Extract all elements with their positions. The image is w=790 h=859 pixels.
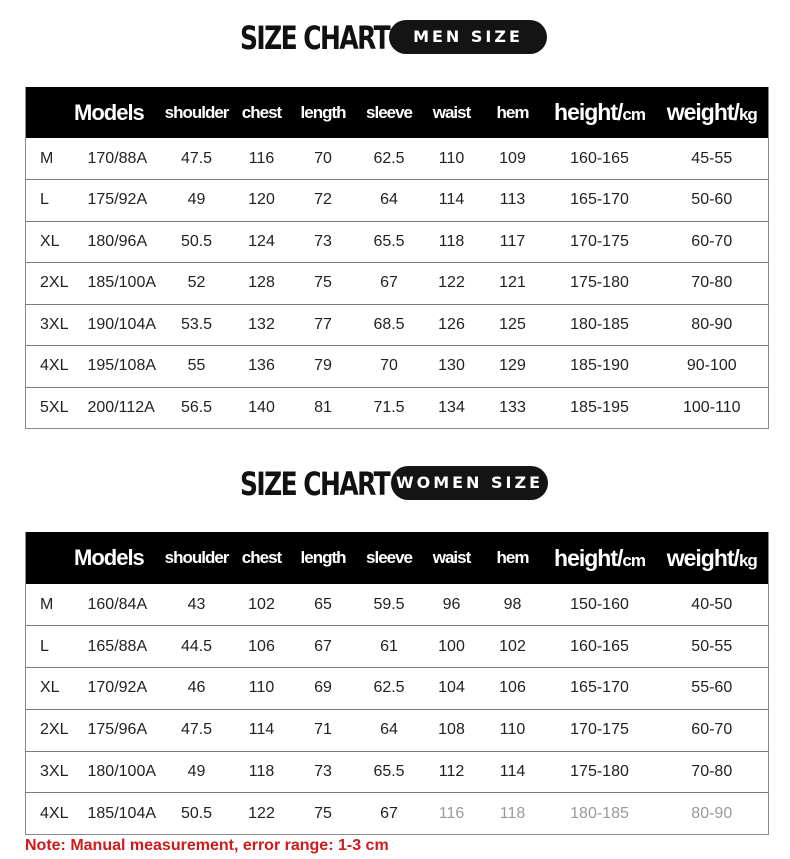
- cell-model: 180/100A: [87, 763, 157, 781]
- cell-height: 150-160: [570, 595, 629, 613]
- cell-waist: 114: [438, 191, 465, 209]
- cell-shoulder: 44.5: [180, 637, 213, 655]
- table-header-row: [26, 87, 769, 138]
- cell-chest: 114: [248, 721, 275, 739]
- header-shoulder: shoulder: [164, 102, 229, 122]
- header-weight-label: weight/: [666, 544, 739, 571]
- cell-height: 165-170: [570, 679, 629, 697]
- cell-sleeve: 62.5: [373, 679, 405, 697]
- header-weight: [656, 87, 769, 138]
- cell-weight: 80-90: [691, 315, 733, 333]
- header-waist: waist: [432, 102, 471, 122]
- cell-sleeve: 67: [380, 274, 398, 292]
- cell-length: 73: [314, 763, 332, 781]
- cell-model: 175/96A: [87, 721, 148, 739]
- table-row: [26, 751, 769, 793]
- table-row: [26, 221, 769, 263]
- cell-height: 165-170: [570, 191, 629, 209]
- table-row: [26, 180, 769, 222]
- women-size-table: [25, 532, 769, 835]
- table-row: [26, 584, 769, 626]
- table-row: [26, 668, 769, 710]
- cell-hem: 106: [499, 679, 526, 697]
- cell-waist: 130: [438, 357, 465, 375]
- cell-chest: 120: [248, 191, 275, 209]
- men-size-badge: MEN SIZE: [389, 20, 547, 54]
- cell-weight: 50-60: [691, 191, 733, 209]
- cell-sleeve: 65.5: [373, 763, 405, 781]
- header-height-unit: cm: [622, 550, 645, 570]
- cell-height: 160-165: [570, 149, 629, 167]
- cell-length: 75: [314, 804, 332, 822]
- cell-height: 160-165: [570, 637, 629, 655]
- cell-waist: 104: [438, 679, 465, 697]
- cell-model: 180/96A: [87, 232, 148, 250]
- cell-chest: 136: [248, 357, 275, 375]
- cell-height: 180-185: [570, 315, 629, 333]
- cell-shoulder: 50.5: [180, 804, 213, 822]
- cell-size: 2XL: [40, 721, 69, 739]
- cell-shoulder: 52: [187, 274, 206, 292]
- cell-sleeve: 65.5: [373, 232, 405, 250]
- cell-length: 72: [314, 191, 332, 209]
- cell-size: L: [40, 191, 49, 209]
- table-row: [26, 793, 769, 835]
- cell-hem: 102: [499, 637, 526, 655]
- cell-size: M: [40, 149, 54, 167]
- cell-length: 69: [314, 679, 332, 697]
- cell-weight: 70-80: [691, 763, 733, 781]
- header-shoulder: shoulder: [164, 548, 229, 567]
- cell-waist: 108: [438, 721, 465, 739]
- header-height: [544, 87, 656, 138]
- cell-size: XL: [40, 232, 60, 250]
- cell-sleeve: 71.5: [373, 398, 405, 416]
- cell-size: 2XL: [40, 274, 69, 292]
- cell-height: 170-175: [570, 232, 629, 250]
- cell-size: L: [40, 637, 49, 655]
- cell-hem: 129: [499, 357, 526, 375]
- cell-model: 190/104A: [87, 315, 157, 333]
- cell-model: 175/92A: [87, 191, 148, 209]
- cell-size: 3XL: [40, 315, 69, 333]
- cell-size: M: [40, 595, 54, 613]
- cell-model: 165/88A: [87, 637, 148, 655]
- header-waist: waist: [432, 548, 471, 567]
- cell-height: 180-185: [570, 804, 629, 822]
- cell-size: XL: [40, 679, 60, 697]
- cell-size: 3XL: [40, 763, 69, 781]
- cell-chest: 124: [248, 232, 275, 250]
- cell-size: 4XL: [40, 357, 69, 375]
- cell-shoulder: 46: [187, 679, 206, 697]
- men-size-table: [25, 87, 769, 429]
- header-weight-unit: kg: [738, 550, 757, 570]
- table-row: [26, 346, 769, 388]
- cell-weight: 50-55: [691, 637, 733, 655]
- cell-hem: 109: [499, 149, 526, 167]
- cell-hem: 98: [503, 595, 522, 613]
- cell-length: 75: [314, 274, 332, 292]
- cell-waist: 116: [438, 804, 465, 822]
- cell-model: 170/92A: [87, 679, 148, 697]
- men-size-chart-title: SIZE CHART: [240, 19, 390, 57]
- cell-model: 195/108A: [87, 357, 157, 375]
- header-sleeve: sleeve: [366, 102, 413, 122]
- cell-sleeve: 67: [380, 804, 398, 822]
- cell-hem: 133: [499, 398, 526, 416]
- women-size-chart-title: SIZE CHART: [240, 465, 390, 503]
- women-size-chart-heading: [0, 462, 790, 506]
- cell-chest: 122: [248, 804, 275, 822]
- table-row: [26, 387, 769, 429]
- cell-length: 65: [314, 595, 332, 613]
- cell-hem: 125: [499, 315, 526, 333]
- cell-shoulder: 55: [187, 357, 206, 375]
- table-row: [26, 709, 769, 751]
- header-height-label: height/: [554, 99, 623, 125]
- cell-shoulder: 49: [187, 763, 206, 781]
- table-row: [26, 138, 769, 180]
- cell-shoulder: 47.5: [180, 149, 213, 167]
- men-table-body: [26, 138, 769, 429]
- cell-weight: 55-60: [691, 679, 733, 697]
- cell-size: 5XL: [40, 398, 69, 416]
- header-models: Models: [74, 99, 144, 125]
- cell-length: 81: [314, 398, 332, 416]
- table-row: [26, 263, 769, 305]
- header-height-unit: cm: [622, 105, 645, 124]
- cell-sleeve: 61: [380, 637, 398, 655]
- women-size-badge: WOMEN SIZE: [391, 466, 548, 500]
- header-chest: chest: [241, 548, 282, 567]
- cell-height: 170-175: [570, 721, 629, 739]
- cell-model: 160/84A: [87, 595, 148, 613]
- cell-model: 185/100A: [87, 274, 157, 292]
- cell-waist: 96: [442, 595, 461, 613]
- header-models: Models: [74, 545, 144, 570]
- cell-sleeve: 70: [380, 357, 398, 375]
- cell-model: 200/112A: [87, 398, 155, 416]
- cell-model: 185/104A: [87, 804, 157, 822]
- header-hem: hem: [496, 102, 529, 122]
- cell-waist: 110: [438, 149, 465, 167]
- cell-sleeve: 68.5: [373, 315, 405, 333]
- cell-chest: 106: [248, 637, 275, 655]
- cell-weight: 45-55: [691, 149, 733, 167]
- cell-chest: 110: [248, 679, 275, 697]
- header-weight: [656, 532, 769, 584]
- cell-waist: 122: [438, 274, 465, 292]
- cell-chest: 132: [248, 315, 275, 333]
- cell-hem: 110: [499, 721, 526, 739]
- women-table-body: [26, 584, 769, 835]
- cell-chest: 140: [248, 398, 275, 416]
- cell-chest: 116: [248, 149, 275, 167]
- header-height-label: height/: [554, 544, 623, 571]
- cell-hem: 117: [499, 232, 526, 250]
- cell-height: 185-190: [570, 357, 629, 375]
- cell-length: 73: [314, 232, 332, 250]
- cell-hem: 114: [499, 763, 526, 781]
- cell-shoulder: 43: [187, 595, 206, 613]
- cell-size: 4XL: [40, 804, 69, 822]
- cell-height: 175-180: [570, 274, 629, 292]
- cell-shoulder: 56.5: [180, 398, 213, 416]
- cell-chest: 128: [248, 274, 275, 292]
- cell-length: 79: [314, 357, 332, 375]
- cell-hem: 121: [499, 274, 526, 292]
- cell-weight: 70-80: [691, 274, 733, 292]
- cell-length: 70: [314, 149, 332, 167]
- cell-waist: 134: [438, 398, 465, 416]
- cell-chest: 118: [248, 763, 275, 781]
- cell-model: 170/88A: [87, 149, 148, 167]
- table-header-row: [26, 532, 769, 584]
- header-sleeve: sleeve: [366, 548, 413, 567]
- cell-sleeve: 62.5: [373, 149, 405, 167]
- cell-sleeve: 59.5: [373, 595, 405, 613]
- cell-height: 185-195: [570, 398, 629, 416]
- cell-height: 175-180: [570, 763, 629, 781]
- cell-waist: 100: [438, 637, 465, 655]
- header-chest: chest: [241, 102, 282, 122]
- cell-weight: 80-90: [691, 804, 733, 822]
- cell-weight: 60-70: [691, 721, 733, 739]
- header-length: length: [300, 102, 346, 122]
- header-weight-label: weight/: [666, 99, 739, 125]
- header-height: [544, 532, 656, 584]
- cell-shoulder: 53.5: [180, 315, 213, 333]
- cell-sleeve: 64: [380, 721, 398, 739]
- cell-weight: 60-70: [691, 232, 733, 250]
- cell-hem: 113: [499, 191, 526, 209]
- cell-waist: 118: [438, 232, 465, 250]
- cell-length: 71: [314, 721, 332, 739]
- cell-sleeve: 64: [380, 191, 398, 209]
- cell-waist: 126: [438, 315, 465, 333]
- cell-waist: 112: [438, 763, 465, 781]
- header-hem: hem: [496, 548, 529, 567]
- header-weight-unit: kg: [738, 105, 757, 124]
- cell-weight: 100-110: [683, 398, 741, 416]
- cell-chest: 102: [248, 595, 275, 613]
- cell-length: 77: [314, 315, 332, 333]
- cell-length: 67: [314, 637, 332, 655]
- header-length: length: [300, 548, 346, 567]
- cell-shoulder: 50.5: [180, 232, 213, 250]
- cell-weight: 40-50: [691, 595, 733, 613]
- table-row: [26, 626, 769, 668]
- measurement-note: Note: Manual measurement, error range: 1-3 cm: [25, 837, 389, 854]
- cell-weight: 90-100: [686, 357, 737, 375]
- men-size-chart-heading: [0, 16, 790, 60]
- cell-shoulder: 47.5: [180, 721, 213, 739]
- cell-shoulder: 49: [187, 191, 206, 209]
- table-row: [26, 304, 769, 346]
- cell-hem: 118: [499, 804, 526, 822]
